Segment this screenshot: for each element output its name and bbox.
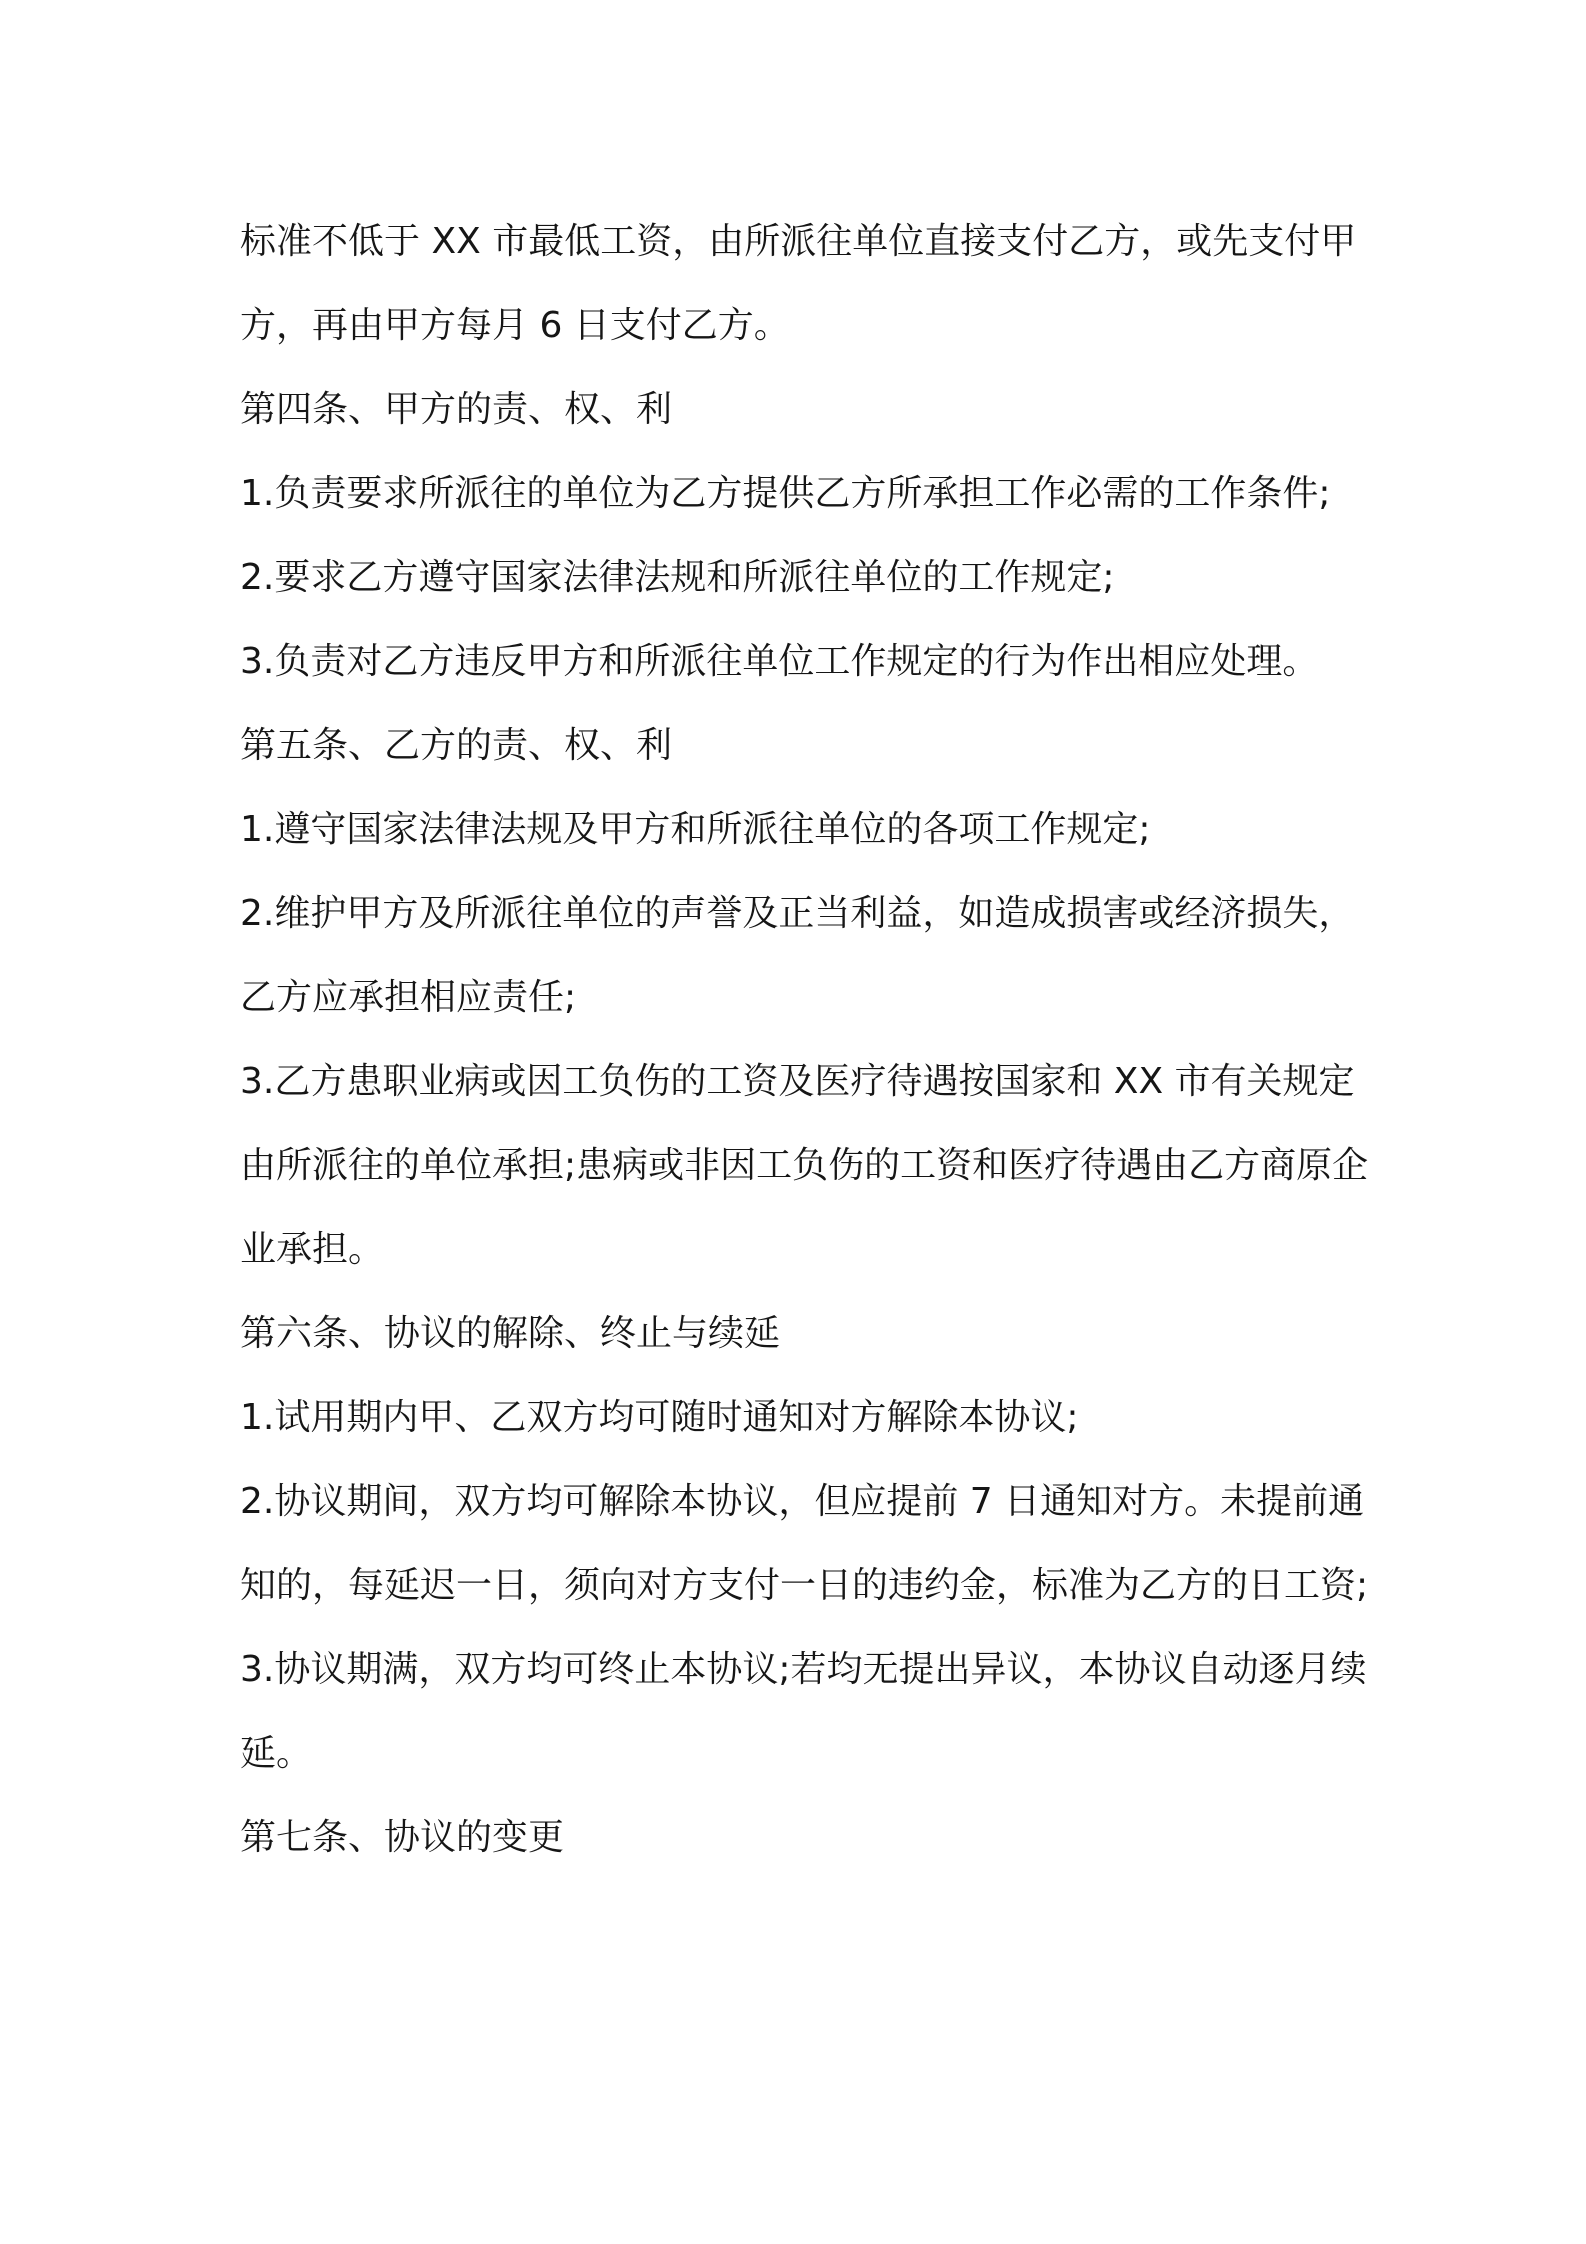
paragraph-article-4-item-3: 3.负责对乙方违反甲方和所派往单位工作规定的行为作出相应处理。 — [240, 641, 1319, 682]
paragraph-article-5-item-3: 3.乙方患职业病或因工负伤的工资及医疗待遇按国家和 XX 市有关规定由所派往的单位承担;患病或非因工负伤的工资和医疗待遇由乙方商原企业承担。 — [240, 1061, 1369, 1270]
paragraph-article-6-item-1: 1.试用期内甲、乙双方均可随时通知对方解除本协议; — [240, 1397, 1079, 1438]
section-heading-article-5: 第五条、乙方的责、权、利 — [240, 725, 673, 766]
paragraph-article-5-item-1: 1.遵守国家法律法规及甲方和所派往单位的各项工作规定; — [240, 809, 1151, 850]
section-heading-article-4: 第四条、甲方的责、权、利 — [240, 389, 673, 430]
paragraph-article-4-item-1: 1.负责要求所派往的单位为乙方提供乙方所承担工作必需的工作条件; — [240, 473, 1331, 514]
paragraph-article-4-item-2: 2.要求乙方遵守国家法律法规和所派往单位的工作规定; — [240, 557, 1115, 598]
paragraph-article-5-item-2: 2.维护甲方及所派往单位的声誉及正当利益，如造成损害或经济损失，乙方应承担相应责任; — [240, 893, 1355, 1018]
paragraph-article-6-item-2: 2.协议期间，双方均可解除本协议，但应提前 7 日通知对方。未提前通知的，每延迟一日，须向对方支付一日的违约金，标准为乙方的日工资; — [240, 1481, 1369, 1606]
section-heading-article-7: 第七条、协议的变更 — [240, 1817, 565, 1858]
paragraph-wage-payment: 标准不低于 XX 市最低工资，由所派往单位直接支付乙方，或先支付甲方，再由甲方每月 6 日支付乙方。 — [240, 221, 1357, 346]
section-heading-article-6: 第六条、协议的解除、终止与续延 — [240, 1313, 781, 1354]
paragraph-article-6-item-3: 3.协议期满，双方均可终止本协议;若均无提出异议，本协议自动逐月续延。 — [240, 1649, 1367, 1774]
document-body — [240, 200, 1380, 1880]
